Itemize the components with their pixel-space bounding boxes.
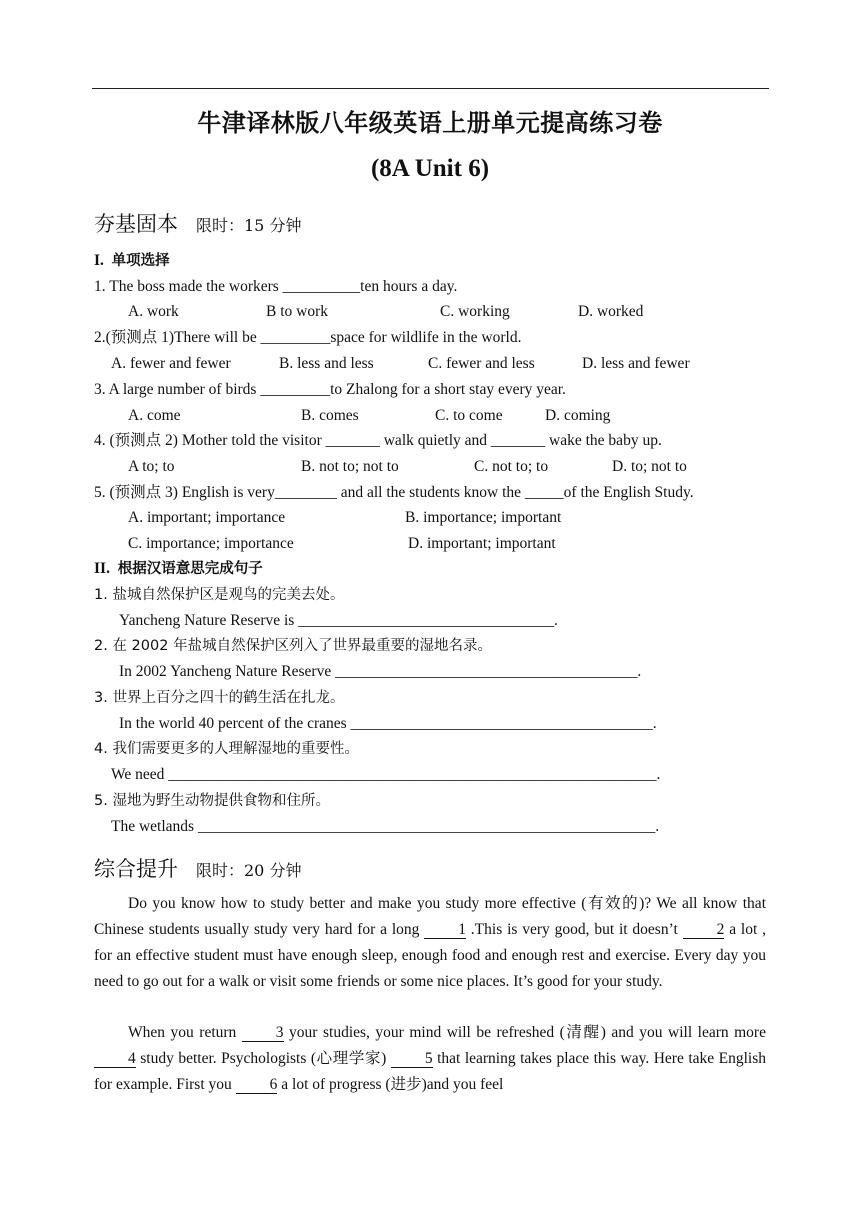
option-d: D. coming [545, 407, 611, 424]
sentence-chinese: 3. 世界上百分之四十的鹤生活在扎龙。 [94, 690, 345, 706]
section-name: 夯基固本 [94, 212, 178, 236]
option-c: C. not to; to [474, 458, 549, 475]
option-c: C. fewer and less [428, 355, 535, 372]
option-d: D. to; not to [612, 458, 687, 475]
question-stem: 4. (预测点 2) Mother told the visitor _______ walk quietly and _______ wake the baby up. [94, 432, 662, 449]
option-d: D. important; important [408, 535, 556, 552]
sentence-english: Yancheng Nature Reserve is _________________________________. [119, 612, 558, 629]
sentence-english: The wetlands ___________________________________________________________. [111, 818, 660, 835]
blank-4[interactable]: 4 [94, 1051, 136, 1068]
section-time-limit: 限时：15 分钟 [196, 216, 302, 235]
part-heading-translation: II. 根据汉语意思完成句子 [94, 560, 263, 577]
sentence-english: In the world 40 percent of the cranes _______________________________________. [119, 715, 657, 732]
header-rule [92, 88, 769, 89]
sentence-english: We need _______________________________________________________________. [111, 766, 661, 783]
option-b: B to work [266, 303, 328, 320]
option-d: D. less and fewer [582, 355, 690, 372]
section-heading-advanced [94, 853, 301, 883]
sentence-chinese: 5. 湿地为野生动物提供食物和住所。 [94, 793, 330, 809]
option-a: A. fewer and fewer [111, 355, 231, 372]
blank-6[interactable]: 6 [236, 1077, 278, 1094]
option-c: C. working [440, 303, 510, 320]
part-heading-multiple-choice: I. 单项选择 [94, 252, 170, 269]
sentence-chinese: 2. 在 2002 年盐城自然保护区列入了世界最重要的湿地名录。 [94, 638, 493, 654]
blank-5[interactable]: 5 [391, 1051, 433, 1068]
section-name: 综合提升 [94, 857, 178, 881]
page-subtitle: (8A Unit 6) [370, 155, 490, 182]
option-d: D. worked [578, 303, 644, 320]
blank-2[interactable]: 2 [683, 922, 725, 939]
passage-paragraph: When you return 3 your studies, your mind will be refreshed (清醒) and you will learn more 4 study better. Psychologists (心理学家) 5 that learning takes place this way. Here take English for example. First you 6 a lot of progress (进步)and you feel [94, 1024, 766, 1093]
option-b: B. not to; not to [301, 458, 399, 475]
question-stem: 1. The boss made the workers __________ten hours a day. [94, 278, 458, 295]
sentence-chinese: 4. 我们需要更多的人理解湿地的重要性。 [94, 741, 359, 757]
question-stem: 2.(预测点 1)There will be _________space for wildlife in the world. [94, 329, 522, 346]
option-c: C. importance; importance [128, 535, 294, 552]
section-heading-basics [94, 208, 301, 238]
option-a: A. work [128, 303, 179, 320]
passage-paragraph: Do you know how to study better and make you study more effective (有效的)? We all know that Chinese students usually study very hard for a long 1 .This is very good, but it doesn’t 2 a lot , for an effective student must have enough sleep, enough food and enough rest and exercise. Every day you need to go out for a walk or visit some friends or some nice places. It’s good for your study. [94, 895, 766, 990]
option-c: C. to come [435, 407, 503, 424]
blank-3[interactable]: 3 [242, 1025, 284, 1042]
option-a: A to; to [128, 458, 175, 475]
option-b: B. importance; important [405, 509, 562, 526]
option-b: B. less and less [279, 355, 374, 372]
page-title: 牛津译林版八年级英语上册单元提高练习卷 [197, 109, 663, 137]
option-b: B. comes [301, 407, 359, 424]
option-a: A. come [128, 407, 181, 424]
blank-1[interactable]: 1 [424, 922, 466, 939]
question-stem: 3. A large number of birds _________to Zhalong for a short stay every year. [94, 381, 566, 398]
sentence-english: In 2002 Yancheng Nature Reserve _______________________________________. [119, 663, 642, 680]
section-time-limit: 限时：20 分钟 [196, 861, 302, 880]
question-stem: 5. (预测点 3) English is very________ and all the students know the _____of the English Study. [94, 484, 694, 501]
option-a: A. important; importance [128, 509, 286, 526]
sentence-chinese: 1. 盐城自然保护区是观鸟的完美去处。 [94, 587, 345, 603]
